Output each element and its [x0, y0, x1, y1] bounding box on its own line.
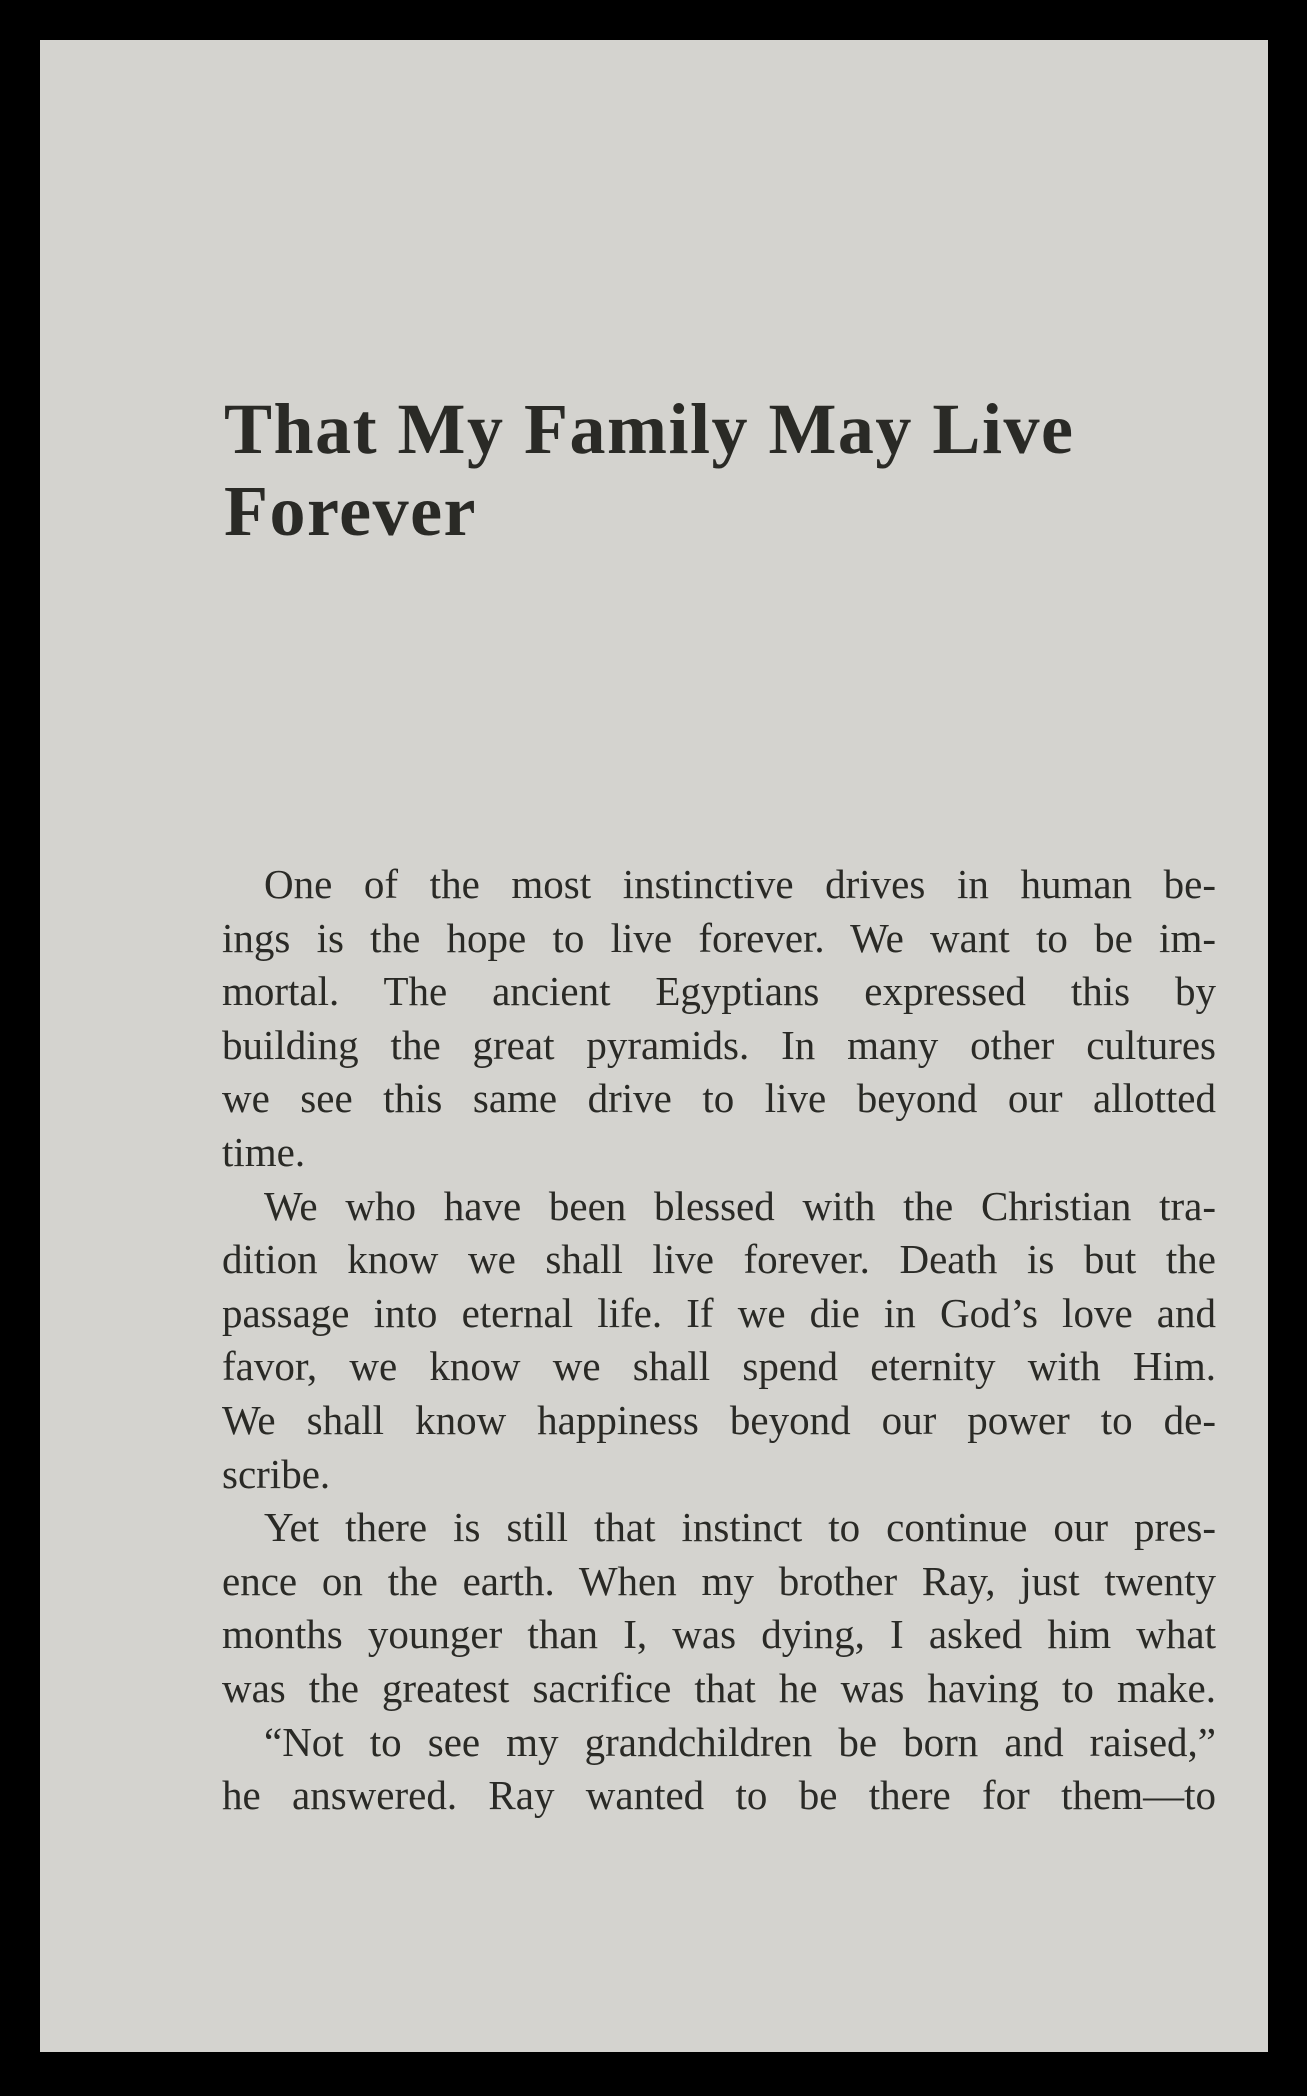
text-line: “Not to see my grandchildren be born and raised,” — [264, 1718, 1216, 1765]
text-line: dition know we shall live forever. Death is but the — [222, 1236, 1216, 1283]
paragraph-2 — [222, 1180, 1216, 1502]
chapter-title-line-1: That My Family May Live — [224, 389, 1075, 469]
text-line: One of the most instinctive drives in human be- — [264, 861, 1216, 907]
text-line: Yet there is still that instinct to continue our pres- — [264, 1504, 1216, 1551]
paragraph-1 — [222, 858, 1216, 1180]
chapter-title — [224, 388, 1224, 552]
book-page — [40, 40, 1268, 2052]
text-line: scribe. — [222, 1450, 331, 1497]
text-line: We who have been blessed with the Christian tra- — [264, 1182, 1216, 1229]
body-text — [222, 858, 1216, 1823]
text-line: mortal. The ancient Egyptians expressed this by — [222, 968, 1216, 1015]
text-line: ence on the earth. When my brother Ray, just twenty — [222, 1557, 1216, 1604]
text-line: We shall know happiness beyond our power to de- — [222, 1396, 1216, 1443]
chapter-title-line-2: Forever — [224, 471, 478, 551]
text-line: we see this same drive to live beyond our allotted — [222, 1075, 1216, 1122]
text-line: passage into eternal life. If we die in God’s love and — [222, 1289, 1216, 1336]
text-line: months younger than I, was dying, I asked him what — [222, 1611, 1216, 1658]
text-line: time. — [222, 1128, 306, 1175]
text-line: building the great pyramids. In many other cultures — [222, 1021, 1216, 1068]
paragraph-4 — [222, 1716, 1216, 1823]
text-line: favor, we know we shall spend eternity with Him. — [222, 1343, 1216, 1390]
paragraph-3 — [222, 1501, 1216, 1715]
text-line: was the greatest sacrifice that he was having to make. — [222, 1664, 1216, 1711]
text-line: ings is the hope to live forever. We want to be im- — [222, 914, 1216, 961]
text-line: he answered. Ray wanted to be there for them—to — [222, 1772, 1216, 1819]
